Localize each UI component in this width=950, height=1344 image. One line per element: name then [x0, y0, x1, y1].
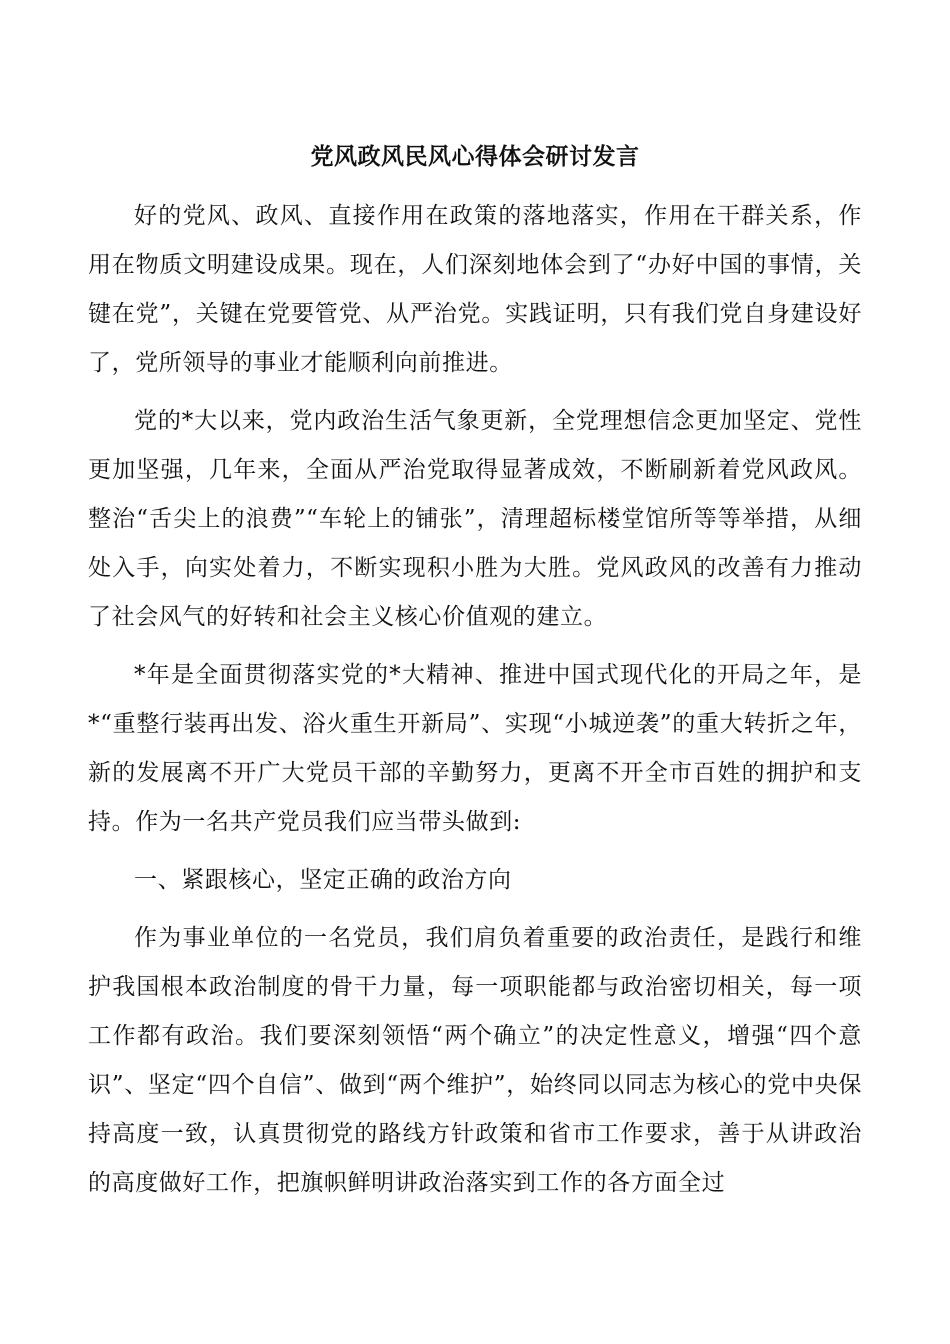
document-title: 党风政风民风心得体会研讨发言 [310, 143, 640, 170]
paragraph-intro: 好的党风、政风、直接作用在政策的落地落实，作用在干群关系，作用在物质文明建设成果。现在，人们深刻地体会到了“办好中国的事情，关键在党”，关键在党要管党、从严治党。实践证明，只有我们党自身建设好了，党所领导的事业才能顺利向前推进。 [88, 203, 862, 376]
paragraph-section-1: 作为事业单位的一名党员，我们肩负着重要的政治责任，是践行和维护我国根本政治制度的骨干力量，每一项职能都与政治密切相关，每一项工作都有政治。我们要深刻领悟“两个确立”的决定性意义，增强“四个意识”、坚定“四个自信”、做到“两个维护”，始终同以同志为核心的党中央保持高度一致，认真贯彻党的路线方针政策和省市工作要求，善于从讲政治的高度做好工作，把旗帜鲜明讲政治落实到工作的各方面全过 [88, 925, 862, 1196]
paragraph-achievements: 党的*大以来，党内政治生活气象更新，全党理想信念更加坚定、党性更加坚强，几年来，全面从严治党取得显著成效，不断刷新着党风政风。整治“舌尖上的浪费”“车轮上的铺张”，清理超标楼堂馆所等等举措，从细处入手，向实处着力，不断实现积小胜为大胜。党风政风的改善有力推动了社会风气的好转和社会主义核心价值观的建立。 [88, 408, 862, 630]
paragraph-opening-year: *年是全面贯彻落实党的*大精神、推进中国式现代化的开局之年，是*“重整行装再出发、浴火重生开新局”、实现“小城逆袭”的重大转折之年，新的发展离不开广大党员干部的辛勤努力，更离不开全市百姓的拥护和支持。作为一名共产党员我们应当带头做到: [88, 662, 862, 835]
document-body [88, 192, 862, 1217]
section-heading-1: 一、紧跟核心，坚定正确的政治方向 [134, 867, 512, 893]
